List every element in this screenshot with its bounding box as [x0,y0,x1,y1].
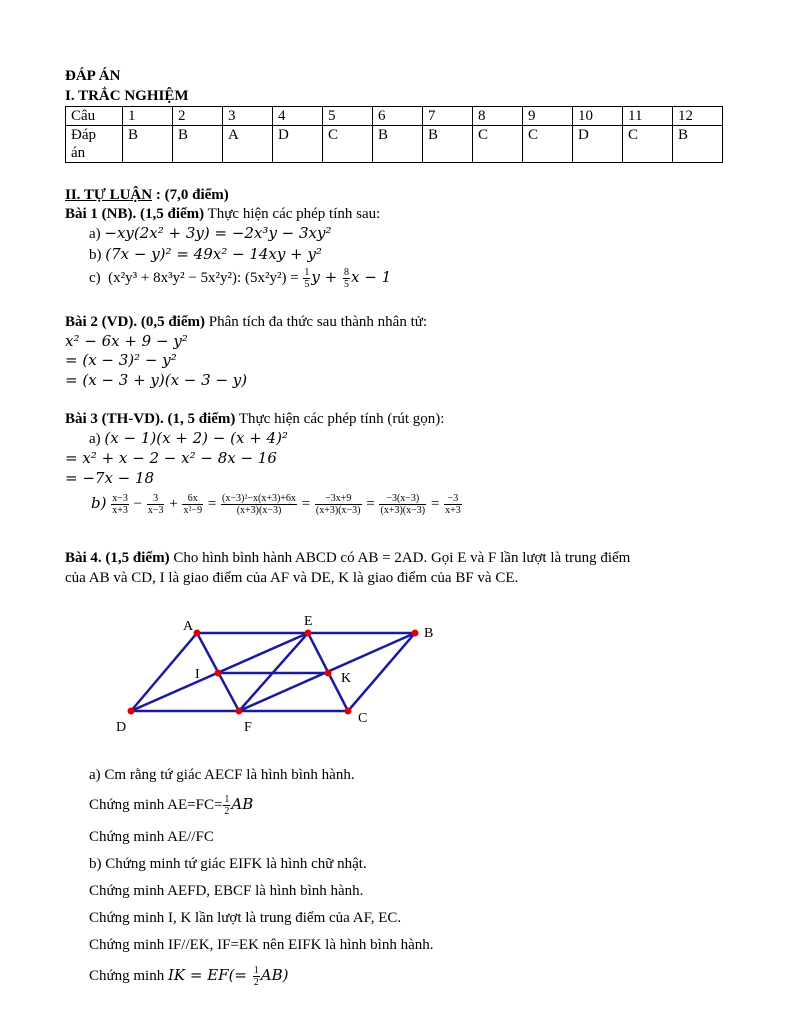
point-D [128,708,135,715]
item-label: a) [89,226,101,242]
frac-num: 1 [224,794,230,806]
point-B [412,630,419,637]
point-K [325,670,332,677]
row-label-cau: Câu [66,107,123,126]
question-cell: 6 [373,107,423,126]
bai3-text: Thực hiện các phép tính (rút gọn): [235,411,445,427]
bai2-line1: x² − 6x + 9 − y² [65,332,188,350]
label-I: I [195,667,200,682]
question-cell: 2 [173,107,223,126]
question-cell: 5 [323,107,373,126]
segment-BC [348,633,415,711]
frac-den: x²−9 [183,505,203,517]
frac-den: 5 [304,279,310,291]
answer-cell: D [573,126,623,163]
math-expr: (x − 1)(x + 2) − (x + 4)² [104,429,288,447]
frac-den: x−3 [147,505,164,517]
answer-cell: C [323,126,373,163]
question-cell: 10 [573,107,623,126]
frac-num: 3 [147,493,165,505]
answer-cell: B [173,126,223,163]
question-cell: 9 [523,107,573,126]
frac-num: 1 [304,267,310,279]
bai3-head: Bài 3 (TH-VD). (1, 5 điểm) [65,411,236,427]
answer-cell: B [373,126,423,163]
frac-num: 6x [182,493,203,505]
frac-num: (x−3)²−x(x+3)+6x [222,493,296,505]
point-F [236,708,243,715]
solution-text: Chứng minh [89,968,168,984]
bai4-head: Bài 4. (1,5 điểm) [65,550,170,566]
answer-cell: C [623,126,673,163]
solution-b: b) Chứng minh tứ giác EIFK là hình chữ nhật. [89,856,367,872]
frac-den: 2 [253,977,259,989]
bai2-line2: = (x − 3)² − y² [65,351,177,369]
question-cell: 4 [273,107,323,126]
point-I [215,670,222,677]
label-B: B [424,626,434,641]
bai4-text: Cho hình bình hành ABCD có AB = 2AD. Gọi E và F lần lượt là trung điểm [169,550,631,566]
frac-num: x−3 [112,493,128,505]
solution-a: a) Cm rằng tứ giác AECF là hình bình hành. [89,767,355,783]
item-label: b) [89,247,102,263]
row-label-line2: án [71,145,86,161]
bai4-line2: của AB và CD, I là giao điểm của AF và DE, K là giao điểm của BF và CE. [65,570,519,586]
question-cell: 7 [423,107,473,126]
label-F: F [244,720,252,735]
solution-b1: Chứng minh AEFD, EBCF là hình bình hành. [89,883,364,899]
section1-title: I. TRẮC NGHIỆM [65,88,189,104]
answer-cell: C [523,126,573,163]
solution-b3: Chứng minh IF//EK, IF=EK nên EIFK là hình bình hành. [89,937,434,953]
label-C: C [358,711,368,726]
bai3-a-line3: = −7x − 18 [65,469,155,487]
point-E [305,630,312,637]
answer-title: ĐÁP ÁN [65,68,121,84]
segment-AD [131,633,197,711]
label-E: E [304,614,313,629]
answer-cell: B [673,126,723,163]
question-cell: 1 [123,107,173,126]
bai2-head: Bài 2 (VD). (0,5 điểm) [65,314,205,330]
bai2-text: Phân tích đa thức sau thành nhân tử: [204,314,428,330]
math-expr: IK = EF(= [167,966,252,984]
math-expr: −xy(2x² + 3y) = −2x³y − 3xy² [104,224,332,242]
question-cell: 8 [473,107,523,126]
bai2-line3: = (x − 3 + y)(x − 3 − y) [65,371,248,389]
frac-num: 1 [253,965,259,977]
question-cell: 3 [223,107,273,126]
frac-num: −3 [444,493,462,505]
solution-a2: Chứng minh AE//FC [89,829,214,845]
question-cell: 12 [673,107,723,126]
frac-den: 5 [344,279,350,291]
bai3-b: b) $\frac{x-3}{x+3}$ − $\frac{3}{x-3}$ + $\frac{6x}{\text{x²−9}}$ = $\frac{\text{(x−3)²−x(x+3)+6x}}{(x+3)(x-3)}$ = $\frac{-3x+9}{(x+3)(x-3)}$ = $\frac{-3(x-3)}{(x+3)(x-3)}$ = $\frac{-3}{x+3}$ [91,493,461,517]
math-expr: (x²y³ + 8x³y² − 5x²y²): (5x²y²) = [108,270,303,286]
frac-den: (x+3)(x−3) [236,505,282,517]
item-label: b) [91,494,107,512]
point-A [194,630,201,637]
answer-cell: C [473,126,523,163]
solution-b2: Chứng minh I, K lần lượt là trung điểm của AF, EC. [89,910,402,926]
math-expr: x − 1 [351,268,392,286]
point-C [345,708,352,715]
bai1-head: Bài 1 (NB). (1,5 điểm) [65,206,205,222]
math-expr: AB [231,795,254,813]
label-D: D [116,720,127,735]
frac-num: −3x+9 [315,493,362,505]
solution-text: Chứng minh AE=FC= [89,797,223,813]
solution-b4 [89,962,289,989]
answer-cell: B [123,126,173,163]
answer-cell: D [273,126,323,163]
fraction [223,794,230,817]
section2-title: II. TỰ LUẬN [65,187,153,203]
frac-num: 8 [344,267,350,279]
label-K: K [341,671,352,686]
frac-den: x+3 [112,505,128,517]
frac-den: x+3 [445,505,461,517]
row-label-line1: Đáp [71,127,96,143]
answer-cell: A [223,126,273,163]
solution-a1 [89,792,253,817]
fraction [253,965,260,988]
math-expr: AB) [260,966,289,984]
item-label: a) [89,431,101,447]
frac-num: −3(x−3) [379,493,426,505]
question-cell: 11 [623,107,673,126]
frac-den: (x+3)(x−3) [315,505,361,517]
frac-den: 2 [224,806,230,818]
bai3-a-line2: = x² + x − 2 − x² − 8x − 16 [65,449,277,467]
figure-lines [131,633,415,711]
item-label: c) [89,270,101,286]
math-expr: y + [311,268,343,286]
frac-den: (x+3)(x−3) [380,505,426,517]
section2-suffix: : (7,0 điểm) [152,187,229,203]
answer-cell: B [423,126,473,163]
label-A: A [183,619,194,634]
math-expr: (7x − y)² = 49x² − 14xy + y² [105,245,322,263]
bai1-text: Thực hiện các phép tính sau: [204,206,381,222]
